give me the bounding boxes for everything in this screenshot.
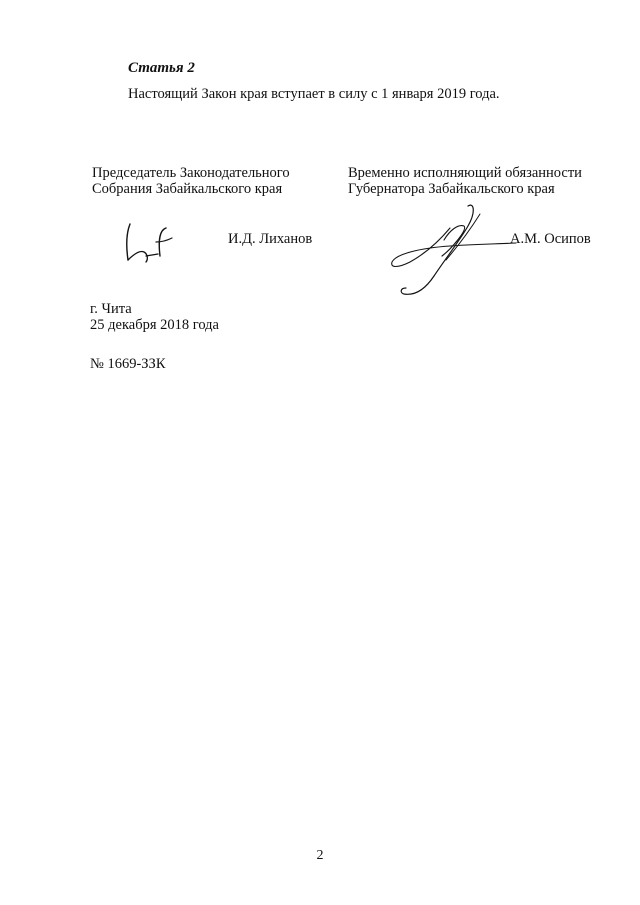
left-title-line-1: Председатель Законодательного <box>92 165 290 181</box>
page-number: 2 <box>316 848 324 863</box>
right-title-line-2: Губернатора Забайкальского края <box>348 181 555 197</box>
article-text: Настоящий Закон края вступает в силу с 1 января 2019 года. <box>128 86 500 102</box>
city: г. Чита <box>90 301 132 317</box>
law-number: № 1669-ЗЗК <box>90 356 166 372</box>
right-title-line-1: Временно исполняющий обязанности <box>348 165 582 181</box>
left-signature-image <box>118 220 178 266</box>
left-signatory-name: И.Д. Лиханов <box>228 231 313 247</box>
left-title-line-2: Собрания Забайкальского края <box>92 181 283 197</box>
left-signatory-title <box>92 165 290 197</box>
right-signatory-name: А.М. Осипов <box>510 231 591 247</box>
document-date: 25 декабря 2018 года <box>90 317 219 333</box>
right-signatory-title <box>348 165 582 197</box>
article-heading: Статья 2 <box>128 60 195 76</box>
right-signature-image <box>380 200 520 300</box>
